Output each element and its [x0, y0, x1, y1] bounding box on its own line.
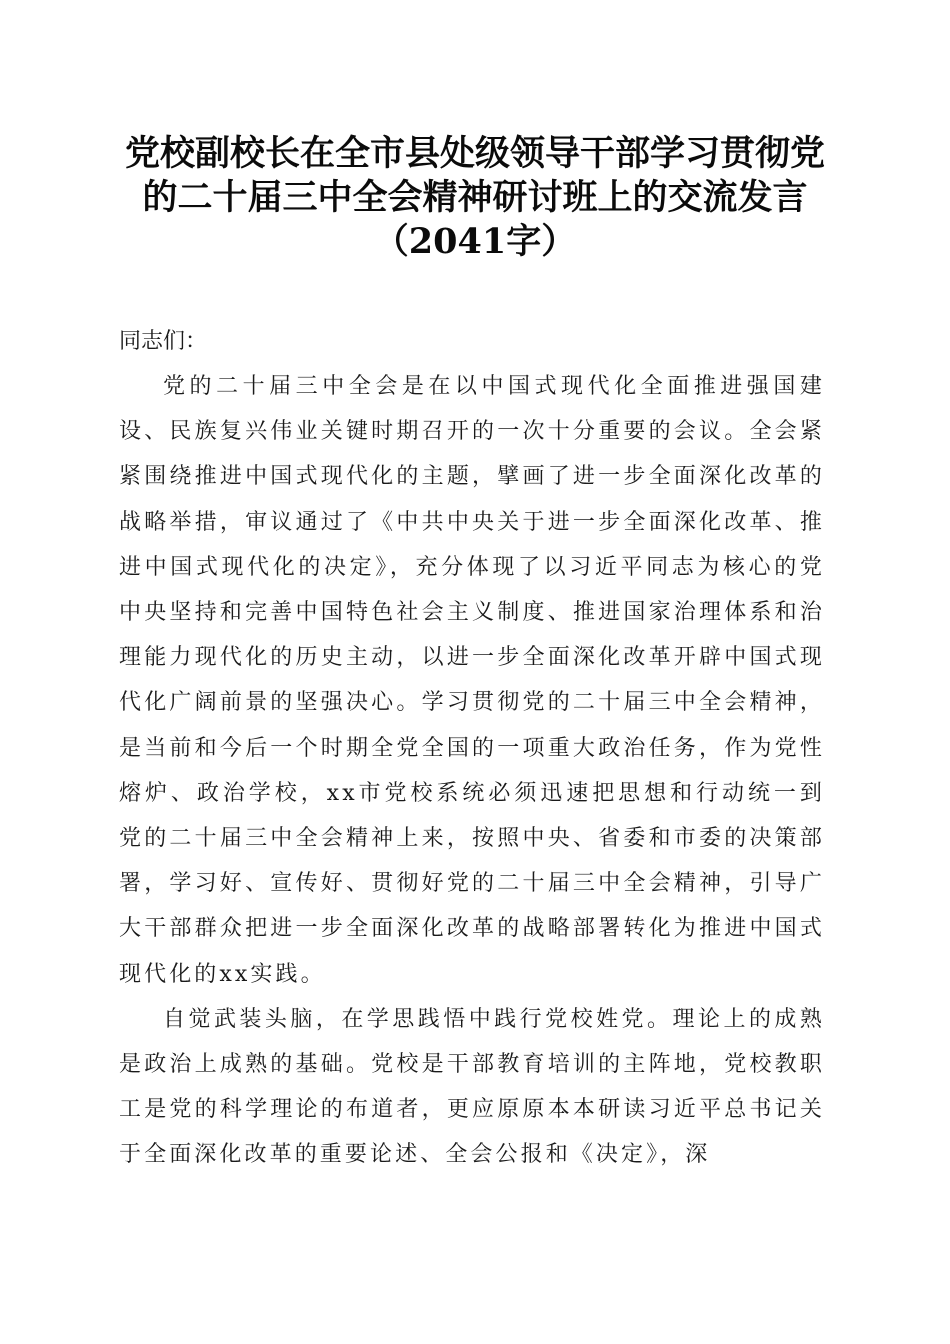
salutation: 同志们：	[119, 329, 208, 354]
paragraph-2: 自觉武装头脑，在学思践悟中践行党校姓党。理论上的成熟是政治上成熟的基础。党校是干部教育培训的主阵地，党校教职工是党的科学理论的布道者，更应原原本本研读习近平总书记关于全面深化改革的重要论述、全会公报和《决定》，深	[119, 1006, 825, 1168]
document-body	[119, 320, 825, 1178]
document-title	[100, 132, 850, 264]
title-line-2: 的二十届三中全会精神研讨班上的交流发言	[142, 177, 808, 218]
title-line-1: 党校副校长在全市县处级领导干部学习贯彻党	[124, 133, 825, 174]
paragraph-1: 党的二十届三中全会是在以中国式现代化全面推进强国建设、民族复兴伟业关键时期召开的一次十分重要的会议。全会紧紧围绕推进中国式现代化的主题，擘画了进一步全面深化改革的战略举措，审议通过了《中共中央关于进一步全面深化改革、推进中国式现代化的决定》，充分体现了以习近平同志为核心的党中央坚持和完善中国特色社会主义制度、推进国家治理体系和治理能力现代化的历史主动，以进一步全面深化改革开辟中国式现代化广阔前景的坚强决心。学习贯彻党的二十届三中全会精神，是当前和今后一个时期全党全国的一项重大政治任务，作为党性熔炉、政治学校，xx市党校系统必须迅速把思想和行动统一到党的二十届三中全会精神上来，按照中央、省委和市委的决策部署，学习好、宣传好、贯彻好党的二十届三中全会精神，引导广大干部群众把进一步全面深化改革的战略部署转化为推进中国式现代化的xx实践。	[119, 374, 825, 987]
title-line-3: （2041字）	[373, 221, 577, 262]
